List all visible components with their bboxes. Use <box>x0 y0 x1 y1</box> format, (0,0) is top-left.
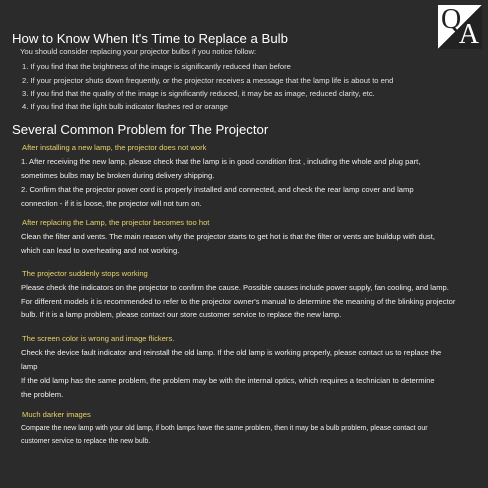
problem-2-line-2: which can lead to overheating and not working. <box>21 246 180 255</box>
problem-5-line-1: Compare the new lamp with your old lamp, if both lamps have the same problem, then it may be a bulb problem, please contact our <box>21 425 428 432</box>
problem-1-heading: After installing a new lamp, the projector does not work <box>22 143 207 152</box>
problem-3-line-3: bulb. If it is a lamp problem, please contact our store customer service to replace the new lamp. <box>21 310 342 319</box>
problem-4-line-4: the problem. <box>21 390 64 399</box>
section1-intro: You should consider replacing your projector bulbs if you notice follow: <box>20 47 257 56</box>
problem-2-heading: After replacing the Lamp, the projector becomes too hot <box>22 218 210 227</box>
problem-4-line-3: If the old lamp has the same problem, the problem may be with the internal optics, which requires a technician to determine <box>21 376 435 385</box>
problem-1-line-4: connection - if it is loose, the projector will not turn on. <box>21 199 202 208</box>
problem-1-line-3: 2. Confirm that the projector power cord is properly installed and connected, and check the rear lamp cover and lamp <box>21 185 414 194</box>
problem-1-line-1: 1. After receiving the new lamp, please check that the lamp is in good condition first , including the whole and plug part, <box>21 157 421 166</box>
problem-4-line-1: Check the device fault indicator and reinstall the old lamp. If the old lamp is working properly, please contact us to replace the <box>21 348 442 357</box>
problem-3-heading: The projector suddenly stops working <box>22 269 148 278</box>
section1-item-2: 2. If your projector shuts down frequently, or the projector receives a message that the lamp life is about to end <box>22 76 394 85</box>
section1-item-1: 1. If you find that the brightness of the image is significantly reduced than before <box>22 62 291 71</box>
problem-5-heading: Much darker images <box>22 410 91 419</box>
section2-title: Several Common Problem for The Projector <box>12 122 269 137</box>
problem-5-line-2: customer service to replace the new bulb. <box>21 438 151 445</box>
section1-item-3: 3. If you find that the quality of the image is significantly reduced, it may be as image, reduced clarity, etc. <box>22 89 375 98</box>
logo-q: Q <box>441 4 462 35</box>
problem-4-line-2: lamp <box>21 362 38 371</box>
section1-item-4: 4. If you find that the light bulb indicator flashes red or orange <box>22 102 229 111</box>
qa-logo-icon <box>438 5 482 49</box>
problem-2-line-1: Clean the filter and vents. The main reason why the projector starts to get hot is that the filter or vents are buildup with dust, <box>21 232 435 241</box>
problem-3-line-1: Please check the indicators on the projector to confirm the cause. Possible causes include power supply, fan cooling, and lamp. <box>21 283 449 292</box>
problem-4-heading: The screen color is wrong and image flickers. <box>22 334 175 343</box>
problem-1-line-2: sometimes bulbs may be broken during delivery shipping. <box>21 171 215 180</box>
logo-a: A <box>458 19 479 50</box>
section1-title: How to Know When It's Time to Replace a Bulb <box>12 31 288 46</box>
problem-3-line-2: For different models it is recommended to refer to the projector owner's manual to determine the meaning of the blinking projector <box>21 297 456 306</box>
